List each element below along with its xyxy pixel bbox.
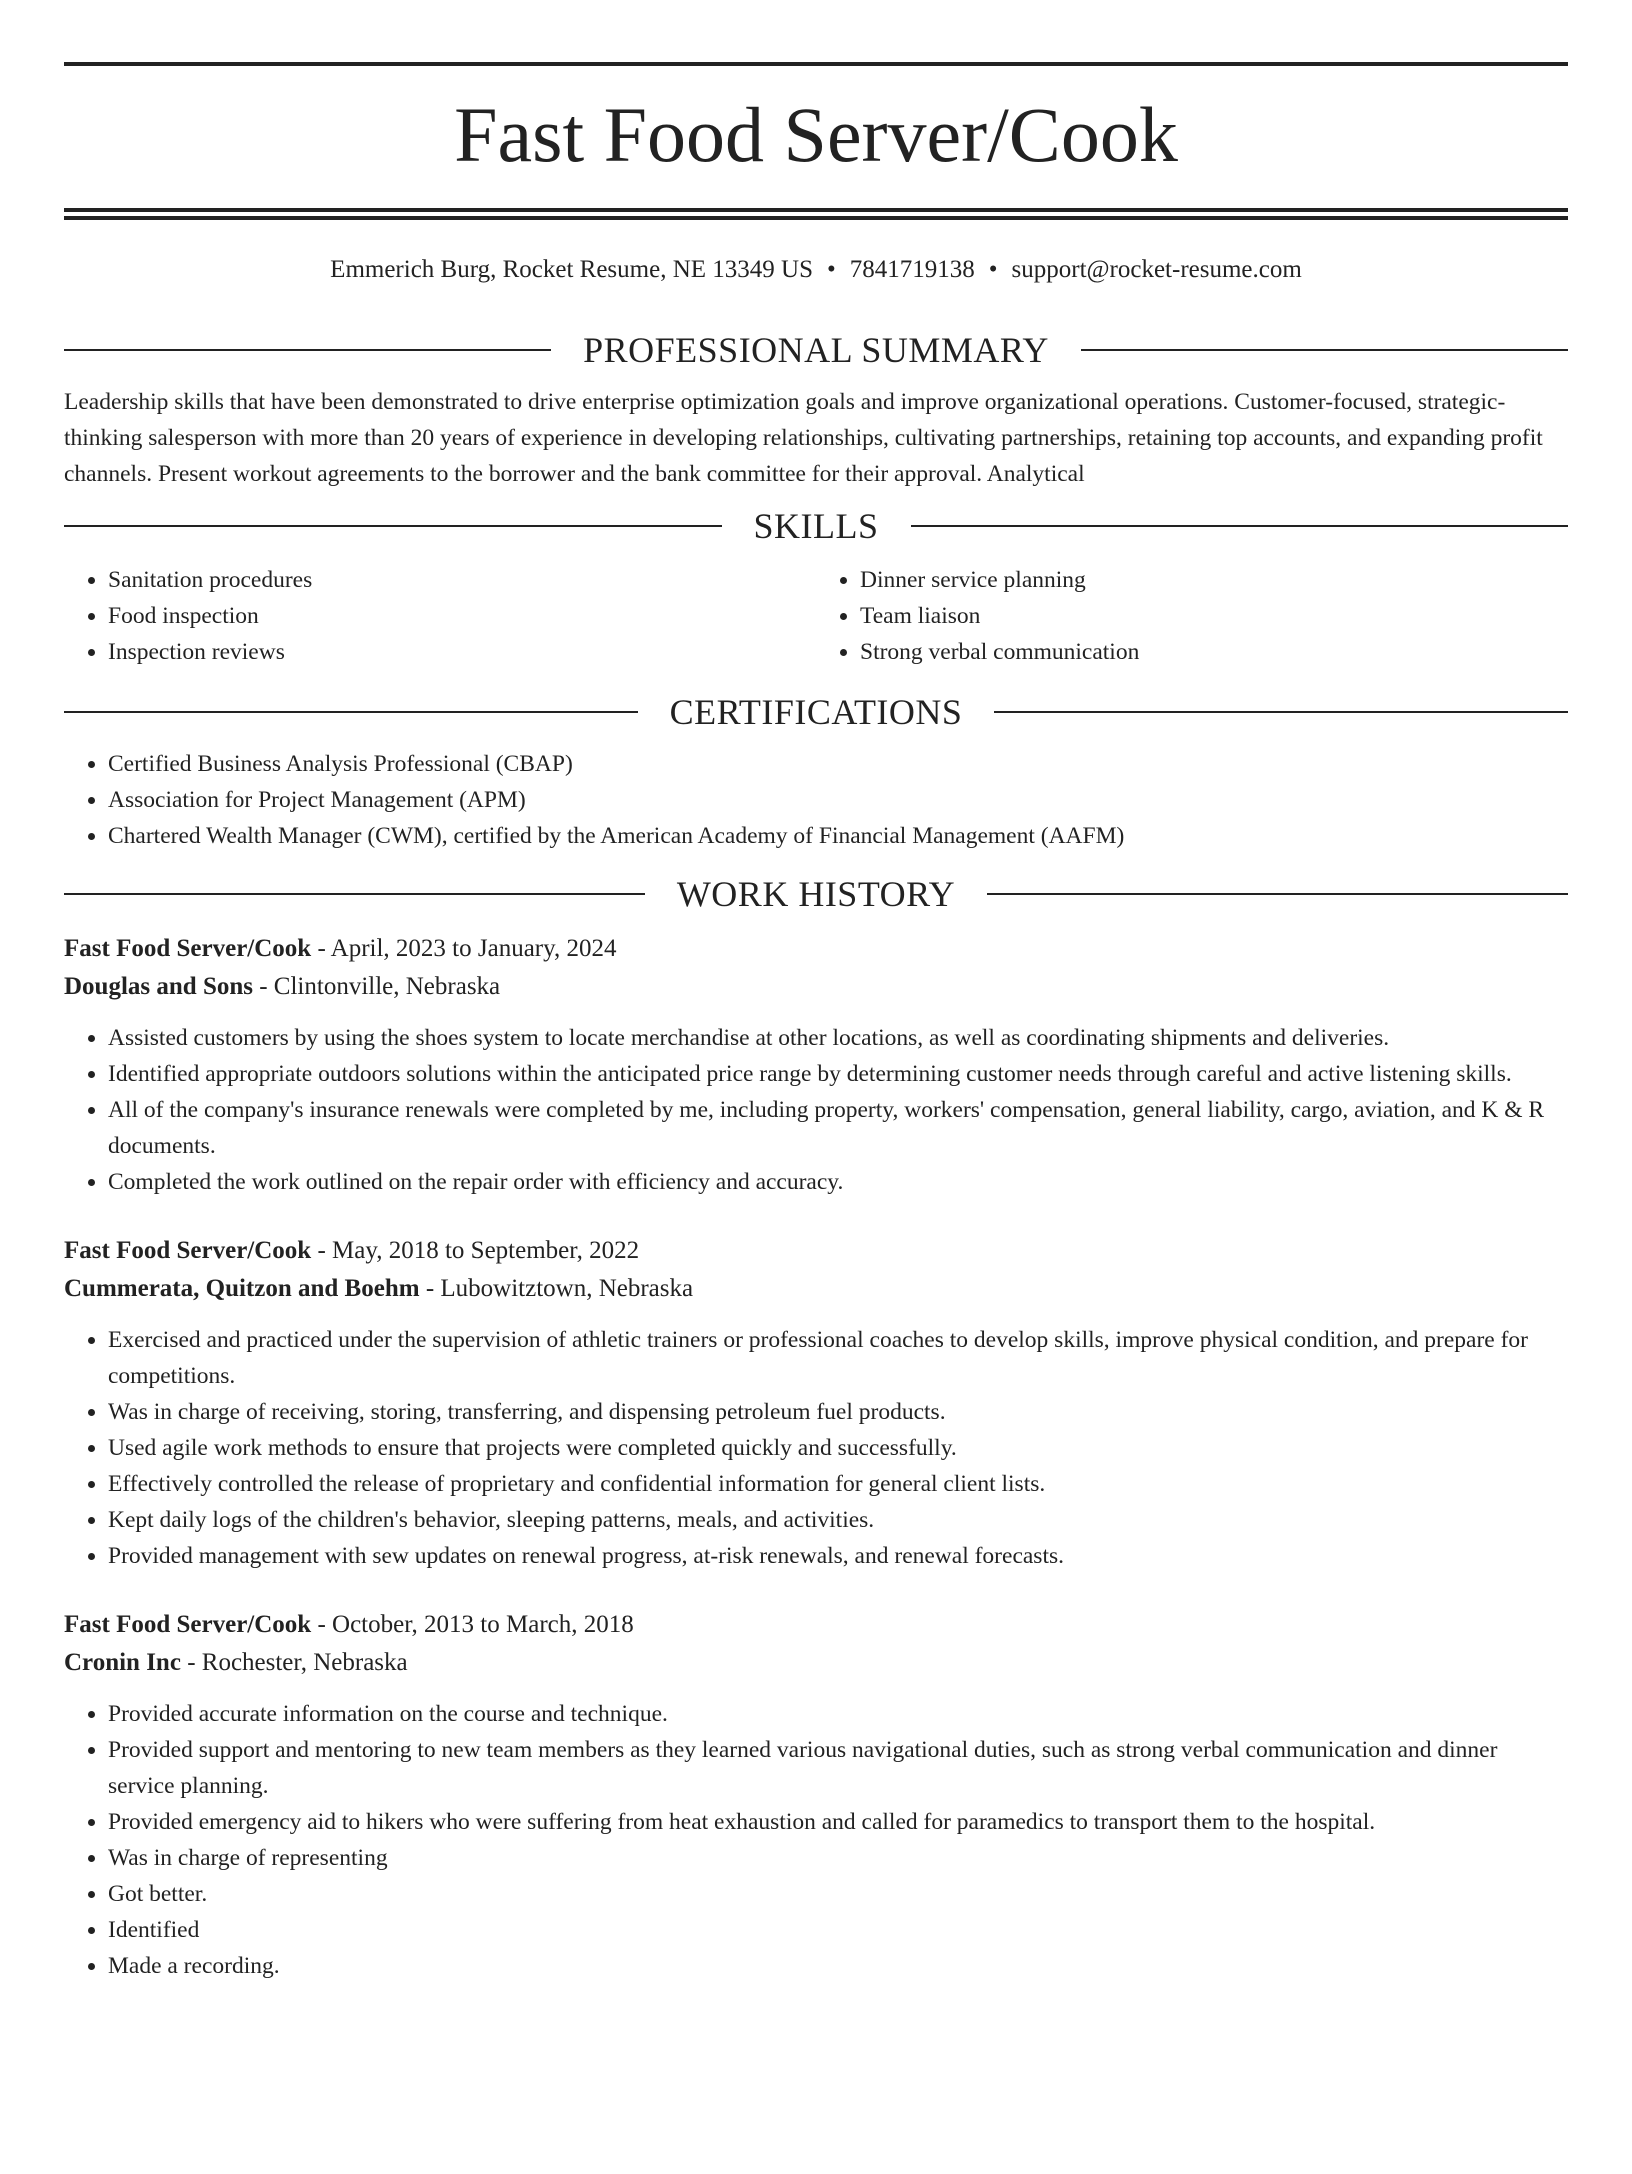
skill-item: • Strong verbal communication xyxy=(860,634,1568,670)
job-dates: - May, 2018 to September, 2022 xyxy=(317,1237,640,1264)
resume-title: Fast Food Server/Cook xyxy=(454,91,1178,178)
job-duty: • Was in charge of representing xyxy=(108,1840,1568,1876)
job-duty: • Got better. xyxy=(108,1876,1568,1912)
job-company-line xyxy=(64,1270,1568,1308)
job-duty: • Made a recording. xyxy=(108,1948,1568,1984)
job-duty: • Provided accurate information on the course and technique. xyxy=(108,1696,1568,1732)
job-duty: • Assisted customers by using the shoes system to locate merchandise at other locations, as well as coordinating shipments and deliveries. xyxy=(108,1020,1568,1056)
job-title-line xyxy=(64,1232,1568,1270)
skill-item: • Team liaison xyxy=(860,598,1568,634)
job-location: - Rochester, Nebraska xyxy=(187,1649,408,1676)
section-header-summary xyxy=(64,330,1568,370)
resume-page xyxy=(0,62,1632,2174)
section-title-work-history: WORK HISTORY xyxy=(676,874,956,914)
job-role: Fast Food Server/Cook xyxy=(64,1237,312,1264)
job-company-line xyxy=(64,1644,1568,1682)
job-entry xyxy=(64,1232,1568,1574)
job-title-line xyxy=(64,930,1568,968)
section-rule xyxy=(64,525,722,527)
job-dates: - October, 2013 to March, 2018 xyxy=(317,1611,634,1638)
section-title-summary: PROFESSIONAL SUMMARY xyxy=(583,330,1049,370)
job-duties xyxy=(64,1696,1568,1984)
certification-item: • Chartered Wealth Manager (CWM), certified by the American Academy of Financial Management (AAFM) xyxy=(108,818,1568,854)
job-dates: - April, 2023 to January, 2024 xyxy=(317,935,617,962)
job-duty: • Exercised and practiced under the supervision of athletic trainers or professional coaches to develop skills, improve physical condition, and prepare for competitions. xyxy=(108,1322,1568,1394)
job-company: Cummerata, Quitzon and Boehm xyxy=(64,1275,420,1302)
job-duty: • Identified xyxy=(108,1912,1568,1948)
job-role: Fast Food Server/Cook xyxy=(64,1611,312,1638)
certifications-list xyxy=(64,746,1568,854)
contact-line xyxy=(64,254,1568,286)
summary-text: Leadership skills that have been demonstrated to drive enterprise optimization goals and improve organizational operations. Customer-focused, strategic-thinking salesperson with more than 20 years of experience in developing relationships, cultivating partnerships, retaining top accounts, and expanding profit channels. Present workout agreements to the borrower and the bank committee for their approval. Analytical xyxy=(64,389,1543,487)
job-company: Douglas and Sons xyxy=(64,973,253,1000)
job-location: - Clintonville, Nebraska xyxy=(259,973,501,1000)
contact-separator: • xyxy=(826,256,836,283)
section-rule xyxy=(987,893,1568,895)
job-duty: • Effectively controlled the release of proprietary and confidential information for general client lists. xyxy=(108,1466,1568,1502)
job-duty: • Provided emergency aid to hikers who were suffering from heat exhaustion and called for paramedics to transport them to the hospital. xyxy=(108,1804,1568,1840)
job-entry xyxy=(64,930,1568,1200)
job-company: Cronin Inc xyxy=(64,1649,181,1676)
section-title-skills: SKILLS xyxy=(753,506,879,546)
skills-list xyxy=(64,562,1568,670)
section-header-skills xyxy=(64,506,1568,546)
contact-email[interactable]: support@rocket-resume.com xyxy=(1011,256,1302,283)
certification-item: • Certified Business Analysis Professional (CBAP) xyxy=(108,746,1568,782)
section-rule xyxy=(64,349,551,351)
section-header-work-history xyxy=(64,874,1568,914)
section-header-certifications xyxy=(64,692,1568,732)
skill-item: • Sanitation procedures xyxy=(108,562,816,598)
job-duty: • Provided support and mentoring to new team members as they learned various navigational duties, such as strong verbal communication and dinner service planning. xyxy=(108,1732,1568,1804)
section-rule xyxy=(911,525,1569,527)
job-title-line xyxy=(64,1606,1568,1644)
section-rule xyxy=(994,711,1568,713)
contact-address: Emmerich Burg, Rocket Resume, NE 13349 US xyxy=(330,256,813,283)
title-double-rule xyxy=(64,208,1568,220)
job-location: - Lubowitztown, Nebraska xyxy=(425,1275,694,1302)
certification-item: • Association for Project Management (APM) xyxy=(108,782,1568,818)
section-title-certifications: CERTIFICATIONS xyxy=(669,692,963,732)
job-duty: • Identified appropriate outdoors solutions within the anticipated price range by determining customer needs through careful and active listening skills. xyxy=(108,1056,1568,1092)
section-rule xyxy=(64,711,638,713)
contact-phone: 7841719138 xyxy=(849,256,975,283)
job-duty: • Completed the work outlined on the repair order with efficiency and accuracy. xyxy=(108,1164,1568,1200)
section-rule xyxy=(64,893,645,895)
skill-item: • Food inspection xyxy=(108,598,816,634)
job-duty: • All of the company's insurance renewals were completed by me, including property, workers' compensation, general liability, cargo, aviation, and K & R documents. xyxy=(108,1092,1568,1164)
contact-separator: • xyxy=(988,256,998,283)
job-company-line xyxy=(64,968,1568,1006)
job-duty: • Provided management with sew updates on renewal progress, at-risk renewals, and renewal forecasts. xyxy=(108,1538,1568,1574)
job-duty: • Was in charge of receiving, storing, transferring, and dispensing petroleum fuel products. xyxy=(108,1394,1568,1430)
job-duty: • Used agile work methods to ensure that projects were completed quickly and successfully. xyxy=(108,1430,1568,1466)
job-duties xyxy=(64,1020,1568,1200)
section-rule xyxy=(1081,349,1568,351)
skills-column-right xyxy=(816,562,1568,670)
skill-item: • Dinner service planning xyxy=(860,562,1568,598)
job-duties xyxy=(64,1322,1568,1574)
skill-item: • Inspection reviews xyxy=(108,634,816,670)
skills-column-left xyxy=(64,562,816,670)
job-role: Fast Food Server/Cook xyxy=(64,935,312,962)
job-entry xyxy=(64,1606,1568,1984)
job-duty: • Kept daily logs of the children's behavior, sleeping patterns, meals, and activities. xyxy=(108,1502,1568,1538)
